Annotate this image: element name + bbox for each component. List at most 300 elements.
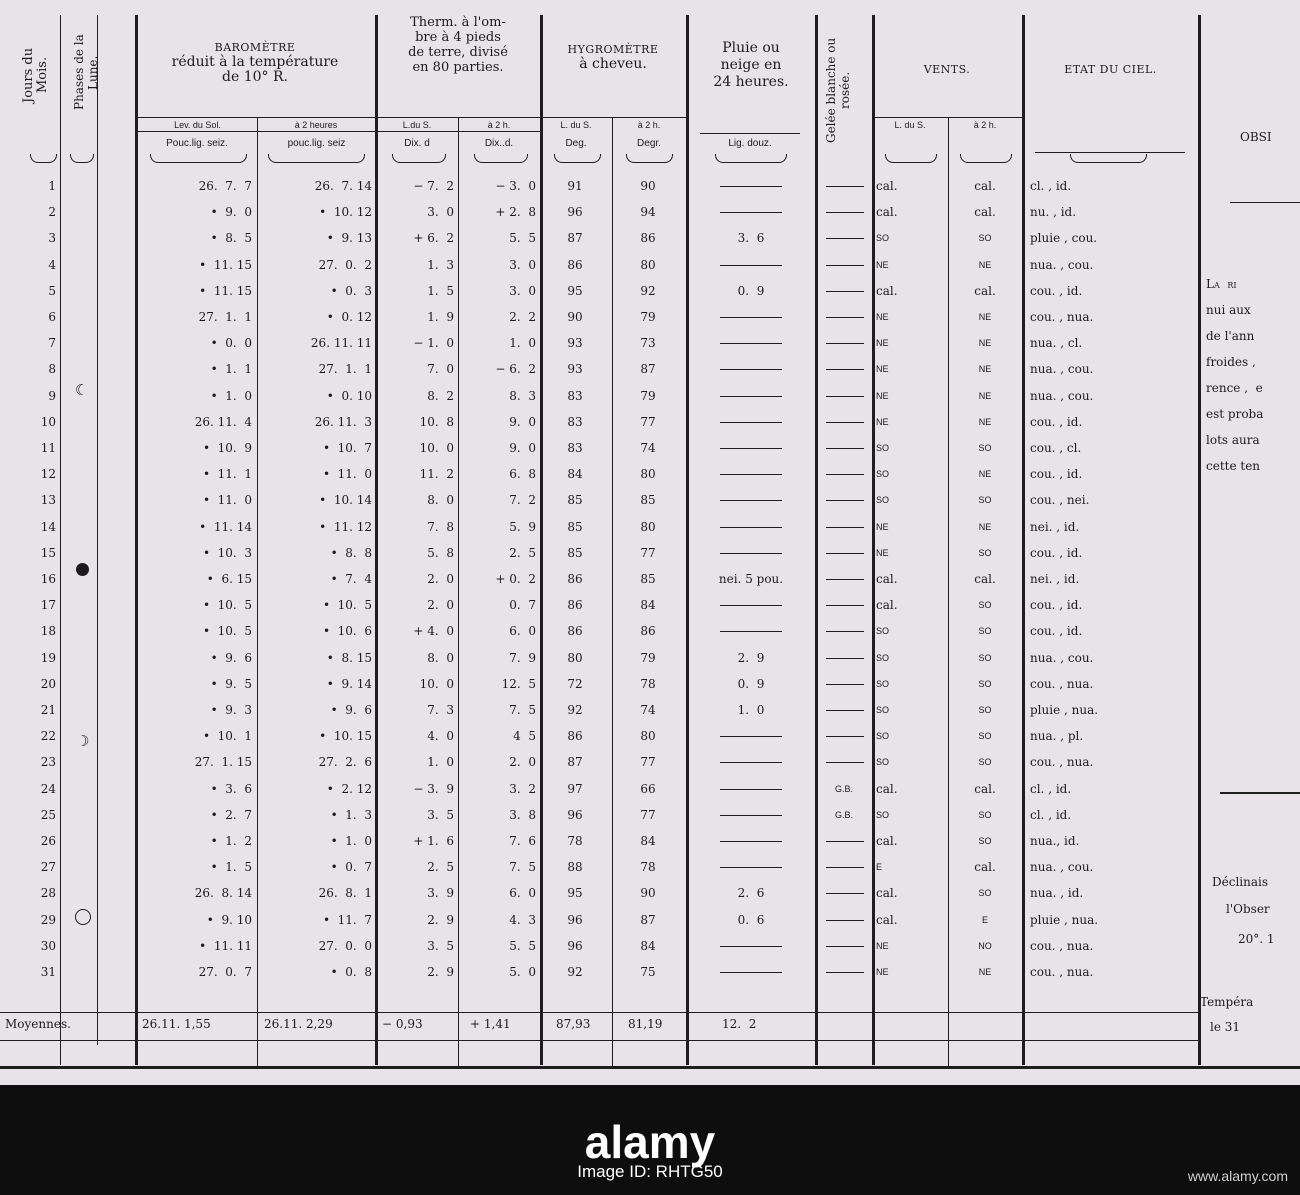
cell-therm-lev: 2. 5 xyxy=(427,860,454,875)
image-id: Image ID: RHTG50 xyxy=(577,1162,723,1181)
cell-pluie: 0. 6 xyxy=(737,912,765,927)
cell-hygro-lev: 86 xyxy=(567,257,583,272)
cell-baro-2h: • 8. 8 xyxy=(330,545,372,560)
cell-therm-lev: 7. 8 xyxy=(427,519,454,534)
frag-line-7: cette ten xyxy=(1206,459,1261,473)
temp-line-1: le 31 xyxy=(1210,1020,1241,1034)
cell-baro-lev: • 11. 15 xyxy=(199,283,252,298)
cell-baro-lev: 26. 11. 4 xyxy=(194,414,252,429)
empty-frost-dash xyxy=(826,605,864,606)
cell-vent-lev: NE xyxy=(876,364,889,375)
cell-baro-2h: 27. 0. 2 xyxy=(318,257,372,272)
empty-rain-dash xyxy=(720,186,782,187)
baro-unit-b: pouc.lig. seiz xyxy=(287,138,346,149)
cell-baro-lev: 27. 1. 15 xyxy=(194,755,252,770)
cell-hygro-2h: 86 xyxy=(640,231,656,246)
cell-baro-2h: 27. 0. 0 xyxy=(318,938,372,953)
cell-baro-2h: • 11. 0 xyxy=(322,467,372,482)
therm-line4: en 80 parties. xyxy=(412,60,504,75)
cell-baro-2h: • 10. 6 xyxy=(322,624,372,639)
table-row xyxy=(0,306,1300,328)
cell-hygro-2h: 77 xyxy=(640,807,656,822)
cell-vent-lev: NE xyxy=(876,521,889,532)
cell-day: 8 xyxy=(48,362,56,377)
cell-vent-lev: SO xyxy=(876,626,890,637)
cell-hygro-lev: 91 xyxy=(567,179,583,193)
cell-hygro-2h: 85 xyxy=(640,493,656,508)
cell-baro-2h: • 1. 0 xyxy=(330,834,372,848)
cell-hygro-2h: 85 xyxy=(640,572,656,586)
cell-hygro-2h: 74 xyxy=(640,441,656,455)
cell-therm-2h: − 6. 2 xyxy=(495,362,536,377)
cell-hygro-lev: 83 xyxy=(567,388,583,403)
cell-etat-ciel: nua. , cou. xyxy=(1030,257,1094,272)
cell-vent-lev: SO xyxy=(876,443,890,453)
cell-hygro-2h: 78 xyxy=(640,676,656,691)
cell-hygro-lev: 78 xyxy=(567,834,583,848)
cell-vent-lev: NE xyxy=(876,967,889,977)
cell-pluie: 0. 9 xyxy=(737,283,765,298)
cell-therm-lev: 7. 0 xyxy=(427,362,454,377)
cell-gelee: G.B. xyxy=(834,809,853,820)
cell-therm-lev: 7. 3 xyxy=(427,703,454,717)
cell-etat-ciel: pluie , nua. xyxy=(1030,703,1099,717)
cell-baro-2h: • 9. 14 xyxy=(326,676,372,691)
empty-frost-dash xyxy=(826,841,864,842)
cell-hygro-2h: 80 xyxy=(640,257,656,272)
cell-hygro-lev: 87 xyxy=(567,755,583,770)
declin-line-0: Déclinais xyxy=(1212,875,1268,889)
declin-line-1: l'Obser xyxy=(1226,902,1270,916)
empty-rain-dash xyxy=(720,841,782,842)
cell-hygro-lev: 86 xyxy=(567,624,583,639)
table-row xyxy=(0,856,1300,878)
cell-hygro-2h: 94 xyxy=(640,205,656,220)
cell-day: 20 xyxy=(40,676,56,691)
cell-hygro-lev: 83 xyxy=(567,414,583,429)
cell-hygro-2h: 77 xyxy=(640,414,656,429)
table-row xyxy=(0,778,1300,800)
pluie-line3: 24 heures. xyxy=(713,74,789,90)
cell-hygro-lev: 88 xyxy=(567,860,583,875)
cell-therm-2h: 2. 0 xyxy=(509,755,536,770)
cell-baro-lev: • 9. 5 xyxy=(210,676,252,691)
cell-therm-lev: 4. 0 xyxy=(427,729,454,744)
cell-therm-2h: 4. 3 xyxy=(509,912,536,927)
header-gelee: Gelée blanche ou rosée. xyxy=(824,37,852,143)
cell-baro-2h: • 7. 4 xyxy=(330,572,372,586)
table-row xyxy=(0,935,1300,957)
cell-hygro-2h: 90 xyxy=(640,179,656,193)
cell-hygro-2h: 92 xyxy=(640,283,656,298)
empty-rain-dash xyxy=(720,265,782,266)
cell-baro-lev: • 11. 11 xyxy=(199,938,252,953)
cell-day: 27 xyxy=(40,860,56,875)
empty-frost-dash xyxy=(826,212,864,213)
cell-baro-lev: • 9. 3 xyxy=(210,703,252,717)
barometre-title: BAROMÈTRE xyxy=(214,41,296,54)
cell-vent-2h: SO xyxy=(978,600,992,611)
cell-hygro-lev: 85 xyxy=(567,545,583,560)
cell-etat-ciel: nua. , pl. xyxy=(1030,729,1084,744)
cell-etat-ciel: nu. , id. xyxy=(1030,205,1077,220)
cell-vent-lev: SO xyxy=(876,705,890,715)
cell-therm-2h: 7. 5 xyxy=(509,703,536,717)
cell-therm-2h: 6. 8 xyxy=(509,467,536,482)
cell-vent-2h: SO xyxy=(978,547,992,558)
cell-therm-2h: 5. 9 xyxy=(509,519,536,534)
moyennes-pluie: 12. 2 xyxy=(722,1017,757,1031)
cell-vent-lev: cal. xyxy=(876,572,898,586)
cell-baro-2h: • 8. 15 xyxy=(326,650,372,665)
cell-vent-lev: NE xyxy=(876,338,889,349)
cell-therm-lev: − 7. 2 xyxy=(413,179,454,193)
cell-day: 3 xyxy=(48,231,56,246)
cell-baro-2h: • 0. 8 xyxy=(330,965,372,979)
cell-day: 2 xyxy=(48,205,56,220)
empty-frost-dash xyxy=(826,422,864,423)
table-row xyxy=(0,620,1300,642)
cell-etat-ciel: nua., id. xyxy=(1030,834,1080,848)
cell-baro-lev: • 9. 10 xyxy=(206,912,252,927)
cell-hygro-2h: 73 xyxy=(640,336,656,351)
cell-day: 19 xyxy=(40,650,56,665)
cell-hygro-2h: 74 xyxy=(640,703,656,717)
cell-baro-lev: 27. 1. 1 xyxy=(198,310,252,324)
frag-line-1: nui aux xyxy=(1206,303,1251,317)
cell-day: 29 xyxy=(40,912,56,927)
cell-hygro-lev: 95 xyxy=(567,283,583,298)
cell-day: 11 xyxy=(40,441,56,455)
cell-vent-2h: NE xyxy=(978,312,992,322)
cell-baro-lev: • 10. 5 xyxy=(202,598,252,613)
cell-hygro-2h: 66 xyxy=(640,781,656,796)
cell-etat-ciel: cou. , id. xyxy=(1030,283,1083,298)
cell-etat-ciel: cou. , id. xyxy=(1030,467,1083,482)
cell-vent-lev: cal. xyxy=(876,834,898,848)
empty-frost-dash xyxy=(826,867,864,868)
cell-vent-lev: SO xyxy=(876,469,890,480)
cell-vent-lev: cal. xyxy=(876,205,898,220)
cell-etat-ciel: cou. , id. xyxy=(1030,598,1083,613)
table-row xyxy=(0,882,1300,904)
cell-therm-lev: 1. 9 xyxy=(427,310,454,324)
cell-etat-ciel: nei. , id. xyxy=(1030,572,1080,586)
cell-therm-2h: 5. 5 xyxy=(509,231,536,246)
cell-vent-lev: E xyxy=(876,862,883,873)
cell-vent-lev: cal. xyxy=(876,912,898,927)
cell-therm-2h: 3. 0 xyxy=(509,257,536,272)
therm-2h-header: à 2 h. xyxy=(487,120,511,130)
cell-therm-lev: 3. 0 xyxy=(427,205,454,220)
cell-therm-2h: 2. 5 xyxy=(509,545,536,560)
cell-vent-lev: cal. xyxy=(876,179,898,193)
moon-last-quarter-icon: ☽ xyxy=(76,732,90,750)
cell-therm-lev: 8. 2 xyxy=(427,388,454,403)
empty-frost-dash xyxy=(826,946,864,947)
header-jours: Jours du Mois. xyxy=(21,47,50,103)
cell-etat-ciel: cou. , nua. xyxy=(1030,676,1094,691)
cell-baro-2h: 26. 11. 3 xyxy=(314,414,372,429)
cell-therm-2h: 3. 0 xyxy=(509,283,536,298)
table-row xyxy=(0,227,1300,249)
cell-day: 10 xyxy=(40,414,56,429)
cell-hygro-2h: 78 xyxy=(640,860,656,875)
cell-vent-lev: SO xyxy=(876,233,890,244)
cell-baro-2h: • 9. 6 xyxy=(330,703,372,717)
cell-baro-lev: • 10. 5 xyxy=(202,624,252,639)
cell-vent-2h: E xyxy=(981,914,988,925)
therm-unit-b: Dix..d. xyxy=(484,138,514,149)
vents-2h-header: à 2 h. xyxy=(973,120,997,130)
table-row xyxy=(0,489,1300,511)
empty-frost-dash xyxy=(826,631,864,632)
empty-rain-dash xyxy=(720,212,782,213)
cell-day: 23 xyxy=(40,755,56,770)
header-hygro xyxy=(541,42,685,72)
cell-hygro-2h: 80 xyxy=(640,467,656,482)
cell-hygro-lev: 85 xyxy=(567,519,583,534)
empty-rain-dash xyxy=(720,815,782,816)
vents-title: VENTS. xyxy=(923,63,971,76)
cell-baro-2h: • 1. 3 xyxy=(330,807,372,822)
cell-vent-2h: SO xyxy=(978,233,992,244)
table-row xyxy=(0,647,1300,669)
cell-baro-lev: • 11. 0 xyxy=(202,493,252,508)
empty-frost-dash xyxy=(826,265,864,266)
table-row xyxy=(0,542,1300,564)
empty-frost-dash xyxy=(826,527,864,528)
barometre-sub2: de 10° R. xyxy=(222,69,288,85)
declin-line-2: 20°. 1 xyxy=(1238,932,1275,946)
empty-frost-dash xyxy=(826,396,864,397)
cell-therm-lev: 5. 8 xyxy=(427,545,454,560)
empty-frost-dash xyxy=(826,448,864,449)
cell-pluie: nei. 5 pou. xyxy=(718,572,784,586)
cell-hygro-2h: 84 xyxy=(640,938,656,953)
empty-rain-dash xyxy=(720,474,782,475)
cell-hygro-2h: 79 xyxy=(640,388,656,403)
cell-therm-2h: + 0. 2 xyxy=(495,572,536,586)
cell-baro-lev: 26. 8. 14 xyxy=(194,886,252,901)
cell-vent-2h: cal. xyxy=(974,205,996,220)
cell-therm-lev: + 4. 0 xyxy=(413,624,454,639)
cell-therm-lev: − 3. 9 xyxy=(413,781,454,796)
cell-vent-2h: NE xyxy=(978,364,992,375)
cell-day: 30 xyxy=(40,938,56,953)
moyennes-label: Moyennes. xyxy=(5,1017,71,1031)
cell-therm-lev: 2. 0 xyxy=(427,572,454,586)
cell-therm-2h: 3. 8 xyxy=(509,807,536,822)
cell-hygro-2h: 75 xyxy=(640,965,656,979)
header-pluie xyxy=(688,40,814,91)
cell-baro-2h: • 9. 13 xyxy=(326,231,372,246)
baro-lev-header: Lev. du Sol. xyxy=(174,120,221,130)
therm-line1: Therm. à l'om- xyxy=(410,15,506,30)
cell-etat-ciel: cou. , id. xyxy=(1030,624,1083,639)
cell-baro-2h: • 2. 12 xyxy=(326,781,372,796)
cell-vent-lev: cal. xyxy=(876,886,898,901)
cell-vent-lev: NE xyxy=(876,390,889,401)
cell-vent-2h: NO xyxy=(978,940,992,951)
cell-vent-lev: cal. xyxy=(876,781,898,796)
empty-frost-dash xyxy=(826,658,864,659)
cell-etat-ciel: cou. , nua. xyxy=(1030,938,1094,953)
cell-baro-2h: 26. 11. 11 xyxy=(310,336,372,351)
header-phases: Phases de la Lune. xyxy=(72,34,100,111)
moon-first-quarter-icon: ☾ xyxy=(75,381,89,399)
therm-unit-a: Dix. d xyxy=(404,138,430,149)
cell-pluie: 0. 9 xyxy=(737,676,765,691)
table-row xyxy=(0,961,1300,983)
cell-hygro-2h: 90 xyxy=(640,886,656,901)
table-row xyxy=(0,201,1300,223)
cell-therm-2h: 6. 0 xyxy=(509,886,536,901)
empty-rain-dash xyxy=(720,631,782,632)
moyennes-therm-lev: − 0,93 xyxy=(382,1017,423,1031)
cell-vent-2h: SO xyxy=(978,443,992,453)
cell-therm-lev: − 1. 0 xyxy=(413,336,454,351)
cell-baro-2h: • 11. 7 xyxy=(322,912,372,927)
cell-vent-2h: cal. xyxy=(974,283,996,298)
cell-etat-ciel: nua. , cou. xyxy=(1030,388,1094,403)
cell-therm-2h: 5. 0 xyxy=(509,965,536,979)
table-row xyxy=(0,568,1300,590)
cell-therm-lev: 3. 9 xyxy=(427,886,454,901)
empty-frost-dash xyxy=(826,972,864,973)
cell-hygro-lev: 86 xyxy=(567,729,583,744)
cell-hygro-2h: 77 xyxy=(640,545,656,560)
cell-baro-2h: • 10. 14 xyxy=(319,493,372,508)
cell-therm-2h: 1. 0 xyxy=(509,336,536,351)
cell-therm-lev: 10. 0 xyxy=(419,441,454,455)
cell-therm-2h: + 2. 8 xyxy=(495,205,536,220)
cell-baro-2h: • 10. 7 xyxy=(322,441,372,455)
etat-title: ETAT DU CIEL. xyxy=(1064,63,1157,76)
cell-etat-ciel: cou. , nua. xyxy=(1030,965,1094,979)
cell-hygro-2h: 87 xyxy=(640,912,656,927)
cell-etat-ciel: cou. , nua. xyxy=(1030,310,1094,324)
cell-hygro-lev: 96 xyxy=(567,807,583,822)
frag-line-6: lots aura xyxy=(1206,433,1260,447)
cell-therm-lev: 11. 2 xyxy=(419,467,454,482)
cell-vent-lev: cal. xyxy=(876,283,898,298)
cell-baro-2h: • 0. 3 xyxy=(330,283,372,298)
cell-day: 6 xyxy=(48,310,56,324)
cell-hygro-lev: 95 xyxy=(567,886,583,901)
empty-rain-dash xyxy=(720,553,782,554)
cell-hygro-2h: 84 xyxy=(640,598,656,613)
empty-frost-dash xyxy=(826,579,864,580)
cell-vent-2h: NE xyxy=(978,338,992,349)
cell-baro-lev: 27. 0. 7 xyxy=(198,965,252,979)
header-vents xyxy=(874,62,1020,77)
cell-hygro-lev: 87 xyxy=(567,231,583,246)
cell-etat-ciel: nua. , cou. xyxy=(1030,650,1094,665)
cell-baro-lev: • 0. 0 xyxy=(210,336,252,351)
pluie-line1: Pluie ou xyxy=(722,40,780,56)
table-row xyxy=(0,254,1300,276)
cell-hygro-2h: 86 xyxy=(640,624,656,639)
frag-line-4: rence , e xyxy=(1206,381,1263,395)
baro-unit-a: Pouc.lig. seiz. xyxy=(166,138,228,149)
cell-vent-2h: cal. xyxy=(974,572,996,586)
empty-rain-dash xyxy=(720,369,782,370)
cell-therm-lev: 2. 9 xyxy=(427,912,454,927)
cell-therm-lev: 3. 5 xyxy=(427,807,454,822)
cell-etat-ciel: nua. , id. xyxy=(1030,886,1084,901)
cell-vent-lev: NE xyxy=(876,259,889,270)
cell-vent-lev: SO xyxy=(876,652,890,663)
empty-frost-dash xyxy=(826,893,864,894)
table-row xyxy=(0,699,1300,721)
hygro-unit-a: Deg. xyxy=(565,138,587,149)
cell-therm-2h: 7. 6 xyxy=(509,834,536,848)
cell-vent-2h: SO xyxy=(978,678,992,689)
table-row xyxy=(0,673,1300,695)
cell-day: 15 xyxy=(40,545,56,560)
moyennes-baro-lev: 26.11. 1,55 xyxy=(142,1017,211,1031)
cell-day: 16 xyxy=(40,572,56,586)
therm-lev-header: L.du S. xyxy=(402,120,432,130)
empty-rain-dash xyxy=(720,422,782,423)
table-row xyxy=(0,725,1300,747)
frag-line-3: froides , xyxy=(1206,355,1256,369)
cell-baro-2h: • 10. 12 xyxy=(319,205,372,220)
cell-vent-2h: SO xyxy=(978,731,992,742)
cell-vent-lev: SO xyxy=(876,495,890,506)
table-row xyxy=(0,437,1300,459)
cell-day: 24 xyxy=(40,781,56,796)
cell-baro-2h: • 0. 12 xyxy=(326,310,372,324)
cell-baro-lev: • 8. 5 xyxy=(210,231,252,246)
table-row xyxy=(0,411,1300,433)
cell-etat-ciel: cou. , nei. xyxy=(1030,493,1090,508)
cell-baro-2h: • 0. 10 xyxy=(326,388,372,403)
pluie-unit: Lig. douz. xyxy=(728,138,772,149)
table-row xyxy=(0,830,1300,852)
table-row xyxy=(0,385,1300,407)
frag-line-2: de l'ann xyxy=(1206,329,1255,343)
header-therm xyxy=(377,15,539,75)
cell-hygro-2h: 77 xyxy=(640,755,656,770)
empty-frost-dash xyxy=(826,736,864,737)
cell-baro-lev: • 11. 1 xyxy=(202,467,252,482)
cell-hygro-lev: 72 xyxy=(567,676,583,691)
cell-therm-lev: 10. 0 xyxy=(419,676,454,691)
cell-therm-2h: 0. 7 xyxy=(509,598,536,613)
cell-hygro-2h: 87 xyxy=(640,362,656,377)
temp-line-0: Tempéra xyxy=(1200,995,1254,1009)
cell-therm-lev: 8. 0 xyxy=(427,650,454,665)
cell-hygro-2h: 79 xyxy=(640,650,656,665)
cell-therm-2h: − 3. 0 xyxy=(495,179,536,193)
empty-frost-dash xyxy=(826,920,864,921)
therm-line2: bre à 4 pieds xyxy=(415,30,501,45)
pluie-line2: neige en xyxy=(720,57,782,73)
moyennes-baro-2h: 26.11. 2,29 xyxy=(264,1017,333,1031)
frag-line-0: La ri xyxy=(1206,277,1237,291)
cell-therm-2h: 5. 5 xyxy=(509,938,536,953)
table-row xyxy=(0,804,1300,826)
cell-vent-lev: NE xyxy=(876,416,889,427)
frag-line-5: est proba xyxy=(1206,407,1264,421)
cell-hygro-lev: 96 xyxy=(567,938,583,953)
brand-url: www.alamy.com xyxy=(1187,1168,1288,1184)
cell-therm-2h: 12. 5 xyxy=(501,676,536,691)
brand-logo: alamy xyxy=(584,1116,716,1168)
cell-vent-2h: NE xyxy=(978,390,992,401)
